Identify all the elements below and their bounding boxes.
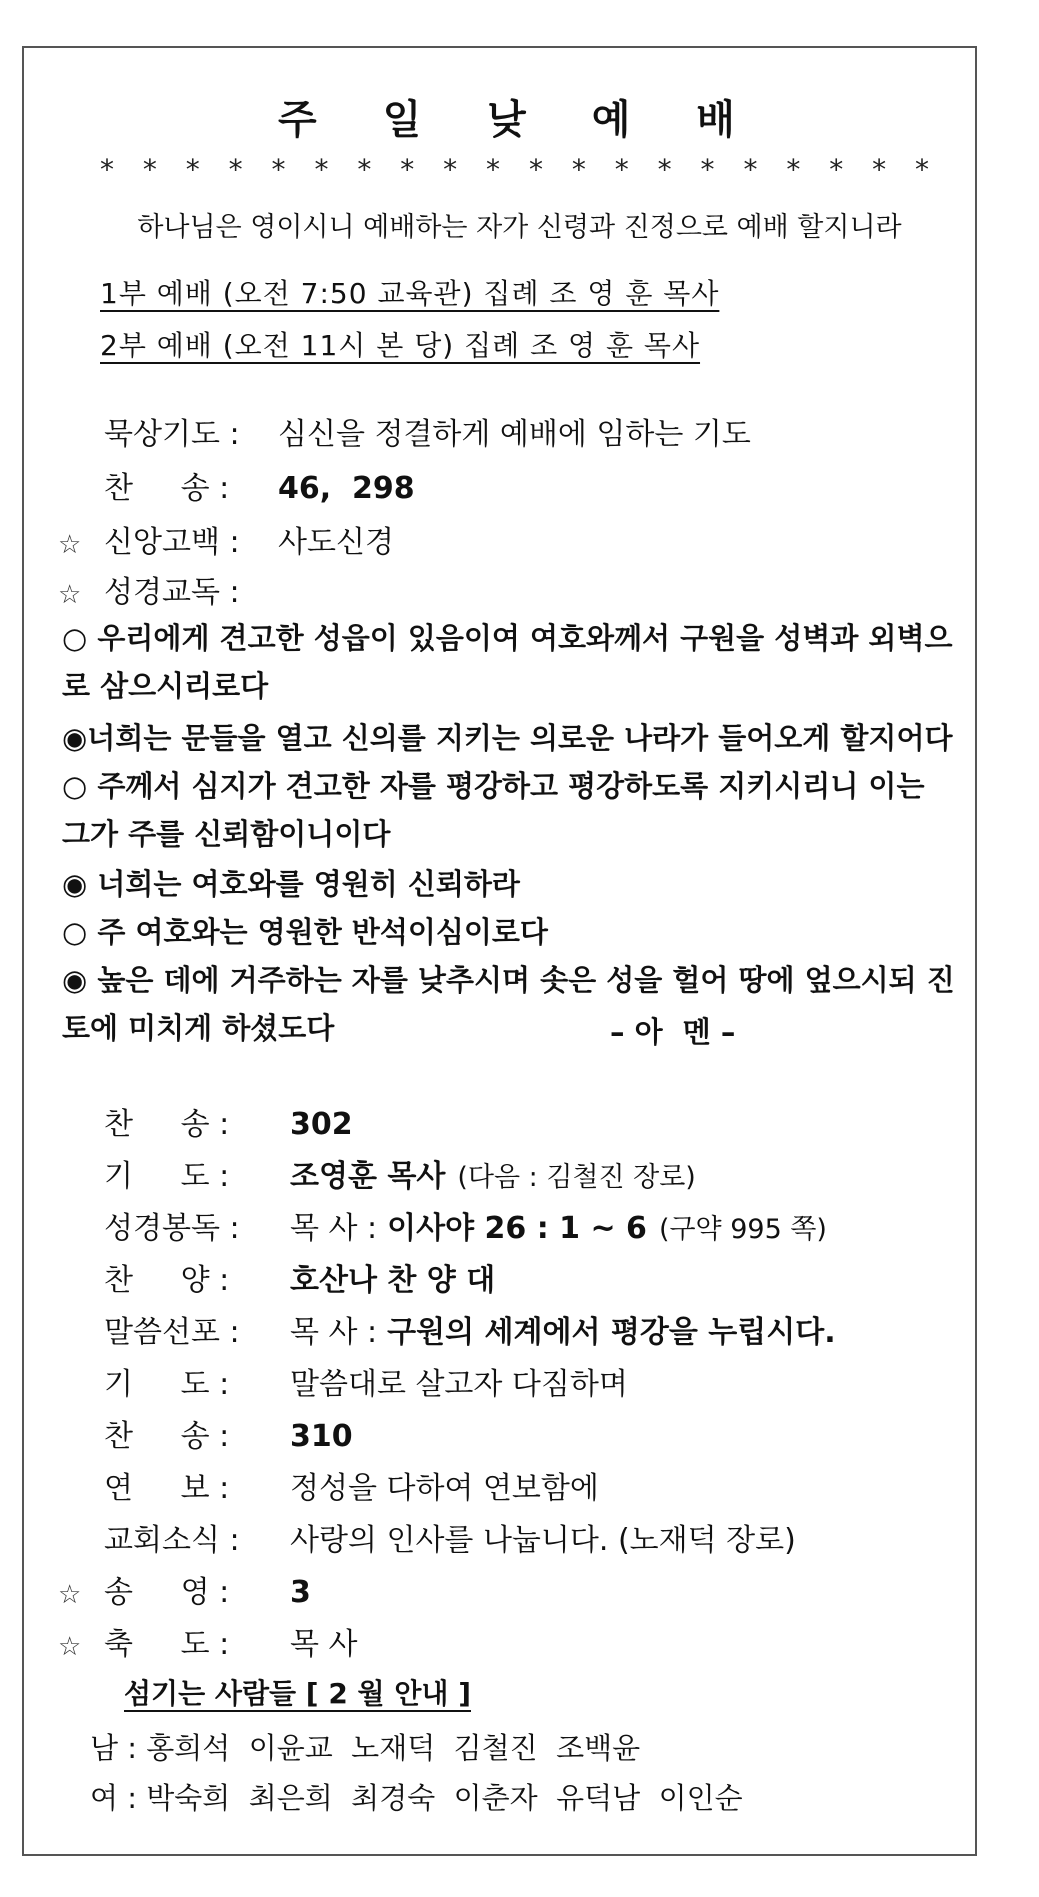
amen-text: – 아 멘 – <box>610 1015 736 1049</box>
order-item-text: 3 <box>290 1575 311 1610</box>
order-item-value <box>290 1627 358 1662</box>
order-item-text: 이사야 26 : 1 ~ 6 <box>387 1211 647 1246</box>
silent-prayer-label: 묵상기도 : <box>104 417 240 452</box>
order-item-text: 구원의 세계에서 평강을 누립시다. <box>387 1315 836 1350</box>
order-item-label: 성경봉독 : <box>104 1211 240 1246</box>
order-item-value <box>290 1263 496 1298</box>
order-item-label: 찬 송 : <box>104 1419 230 1454</box>
page-title: 주 일 낮 예 배 <box>278 97 761 143</box>
order-item-label: 찬 송 : <box>104 1107 230 1142</box>
order-item-note: (다음 : 김철진 장로) <box>457 1162 696 1193</box>
order-item-text: 310 <box>290 1419 353 1454</box>
order-item-value <box>290 1575 311 1610</box>
servers-women: 여 : 박숙희 최은희 최경숙 이춘자 유덕남 이인순 <box>90 1781 743 1815</box>
order-item-value <box>290 1367 628 1402</box>
responsive-reading-5: ○ 주 여호와는 영원한 반석이심이로다 <box>62 915 548 949</box>
order-item-prefix: 목 사 : <box>290 1211 378 1246</box>
order-item-label: 기 도 : <box>104 1367 230 1402</box>
star-icon: ☆ <box>58 530 82 560</box>
order-item-label: 축 도 : <box>104 1627 230 1662</box>
order-item-prefix: 목 사 : <box>290 1315 378 1350</box>
responsive-reading-3: ○ 주께서 심지가 견고한 자를 평강하고 평강하도록 지키시리니 이는 그가 주를 신뢰함이니이다 <box>62 769 925 851</box>
order-item-label: 교회소식 : <box>104 1523 240 1558</box>
star-icon: ☆ <box>58 580 82 610</box>
order-item-value <box>290 1315 836 1350</box>
order-item-text: 말씀대로 살고자 다짐하며 <box>290 1367 628 1402</box>
order-item-label: 찬 양 : <box>104 1263 230 1298</box>
order-item-label: 연 보 : <box>104 1471 230 1506</box>
star-icon: ☆ <box>58 1580 82 1610</box>
reading-label: 성경교독 : <box>104 575 240 610</box>
order-item-value <box>290 1159 696 1194</box>
service-line-2: 2부 예배 (오전 11시 본 당) 집례 조 영 훈 목사 <box>100 329 701 362</box>
order-item-value <box>290 1419 353 1454</box>
responsive-reading-4: ◉ 너희는 여호와를 영원히 신뢰하라 <box>62 867 520 901</box>
creed-label: 신앙고백 : <box>104 525 240 560</box>
order-item-text: 302 <box>290 1107 353 1142</box>
order-item-text: 호산나 찬 양 대 <box>290 1263 496 1298</box>
star-icon: ☆ <box>58 1632 82 1662</box>
responsive-reading-6: ◉ 높은 데에 거주하는 자를 낮추시며 솟은 성을 헐어 땅에 엎으시되 진토에 미치게 하셨도다 <box>62 963 955 1045</box>
hymn1-label: 찬 송 : <box>104 471 230 506</box>
servers-heading: 섬기는 사람들 [ 2 월 안내 ] <box>124 1677 471 1710</box>
order-item-value <box>290 1211 827 1246</box>
order-item-label: 기 도 : <box>104 1159 230 1194</box>
hymn1-value: 46, 298 <box>278 471 415 506</box>
star-divider: * * * * * * * * * * * * * * * * * * * * <box>99 153 940 186</box>
order-item-label: 말씀선포 : <box>104 1315 240 1350</box>
order-item-value <box>290 1523 796 1558</box>
order-item-text: 사랑의 인사를 나눕니다. (노재덕 장로) <box>290 1523 796 1558</box>
servers-men: 남 : 홍희석 이윤교 노재덕 김철진 조백윤 <box>90 1731 641 1765</box>
order-item-note: (구약 995 쪽) <box>658 1214 827 1245</box>
order-item-label: 송 영 : <box>104 1575 230 1610</box>
creed-value: 사도신경 <box>278 525 394 560</box>
order-item-text: 목 사 <box>290 1627 358 1662</box>
service-line-1: 1부 예배 (오전 7:50 교육관) 집례 조 영 훈 목사 <box>100 277 720 310</box>
order-item-value <box>290 1107 353 1142</box>
order-item-value <box>290 1471 599 1506</box>
silent-prayer-value: 심신을 정결하게 예배에 임하는 기도 <box>278 417 751 452</box>
responsive-reading-1: ○ 우리에게 견고한 성읍이 있음이여 여호와께서 구원을 성벽과 외벽으로 삼으시리로다 <box>62 621 953 703</box>
order-item-text: 조영훈 목사 <box>290 1159 446 1194</box>
responsive-reading-2: ◉너희는 문들을 열고 신의를 지키는 의로운 나라가 들어오게 할지어다 <box>62 721 953 755</box>
order-item-text: 정성을 다하여 연보함에 <box>290 1471 599 1506</box>
motto-text: 하나님은 영이시니 예배하는 자가 신령과 진정으로 예배 할지니라 <box>137 212 902 243</box>
